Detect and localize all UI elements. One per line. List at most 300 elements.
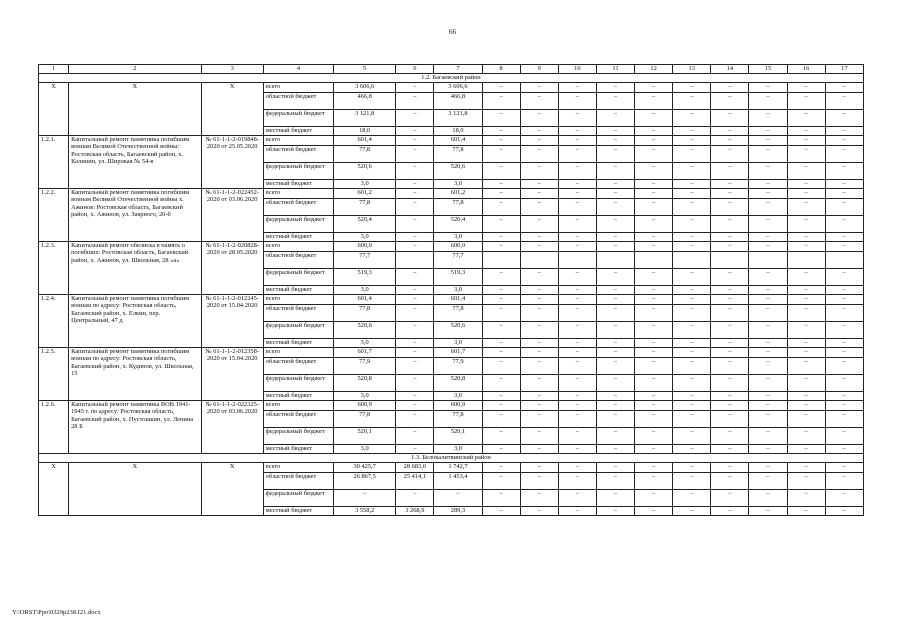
funding-source: федеральный бюджет	[263, 427, 333, 444]
amount-value: –	[558, 145, 596, 162]
amount-value: –	[711, 506, 749, 516]
amount-value: 3,0	[334, 391, 396, 401]
amount-value: –	[520, 92, 558, 109]
funding-source: местный бюджет	[263, 232, 333, 242]
amount-value: 77,8	[434, 145, 482, 162]
amount-value: –	[635, 179, 673, 189]
amount-value: –	[482, 410, 520, 427]
amount-value: –	[596, 92, 634, 109]
amount-value: –	[749, 198, 787, 215]
amount-value: 77,9	[434, 357, 482, 374]
amount-value: –	[635, 357, 673, 374]
amount-value: –	[635, 295, 673, 305]
amount-value: –	[482, 427, 520, 444]
amount-value: –	[749, 109, 787, 126]
amount-value: –	[482, 242, 520, 252]
section-title-row	[39, 74, 864, 83]
funding-source: федеральный бюджет	[263, 489, 333, 506]
funding-source: федеральный бюджет	[263, 268, 333, 285]
table-row	[39, 348, 864, 358]
amount-value: –	[825, 348, 863, 358]
amount-value: –	[558, 92, 596, 109]
amount-value: –	[711, 189, 749, 199]
amount-value: –	[520, 136, 558, 146]
amount-value: –	[558, 304, 596, 321]
amount-value: –	[596, 374, 634, 391]
amount-value: –	[596, 401, 634, 411]
amount-value: –	[396, 304, 434, 321]
amount-value	[482, 251, 520, 268]
amount-value: –	[596, 242, 634, 252]
amount-value: –	[749, 374, 787, 391]
funding-source: федеральный бюджет	[263, 109, 333, 126]
funding-source: областной бюджет	[263, 472, 333, 489]
amount-value: –	[596, 391, 634, 401]
amount-value: –	[596, 427, 634, 444]
amount-value: 601,7	[334, 348, 396, 358]
funding-source: областной бюджет	[263, 304, 333, 321]
amount-value: –	[396, 136, 434, 146]
amount-value: –	[711, 285, 749, 295]
object-name: X	[69, 83, 201, 136]
amount-value: –	[787, 304, 825, 321]
column-number: 9	[520, 65, 558, 74]
amount-value: 289,3	[434, 506, 482, 516]
funding-source: федеральный бюджет	[263, 215, 333, 232]
amount-value: –	[673, 215, 711, 232]
amount-value: –	[825, 444, 863, 454]
amount-value: 3 606,6	[334, 83, 396, 93]
amount-value: –	[673, 391, 711, 401]
amount-value: –	[749, 463, 787, 473]
amount-value: 3,0	[434, 232, 482, 242]
amount-value: –	[558, 242, 596, 252]
amount-value: –	[596, 232, 634, 242]
amount-value: –	[396, 444, 434, 454]
amount-value: –	[825, 357, 863, 374]
amount-value: –	[635, 401, 673, 411]
item-number: 1.2.1.	[39, 136, 69, 189]
amount-value: –	[635, 136, 673, 146]
amount-value: 601,4	[434, 136, 482, 146]
amount-value: 28 683,0	[396, 463, 434, 473]
amount-value: –	[558, 391, 596, 401]
amount-value: –	[711, 348, 749, 358]
amount-value: 520,8	[434, 374, 482, 391]
amount-value: 520,6	[434, 321, 482, 338]
expertise-document: № 61-1-1-2-012245-2020 от 15.04.2020	[201, 295, 263, 348]
amount-value: 25 414,1	[396, 472, 434, 489]
amount-value: –	[482, 126, 520, 136]
amount-value: –	[787, 338, 825, 348]
amount-value: –	[825, 506, 863, 516]
amount-value: –	[596, 444, 634, 454]
amount-value: –	[396, 83, 434, 93]
table-row	[39, 463, 864, 473]
amount-value: –	[558, 109, 596, 126]
amount-value: –	[596, 109, 634, 126]
amount-value: –	[520, 410, 558, 427]
amount-value: –	[520, 268, 558, 285]
amount-value: 520,8	[334, 374, 396, 391]
amount-value: –	[396, 401, 434, 411]
amount-value: –	[711, 472, 749, 489]
amount-value: –	[635, 83, 673, 93]
amount-value: –	[673, 304, 711, 321]
expertise-document: № 61-1-1-2-020828-2020 от 28.05.2020	[201, 242, 263, 295]
funding-source: всего	[263, 348, 333, 358]
amount-value: –	[558, 444, 596, 454]
funding-source: федеральный бюджет	[263, 321, 333, 338]
amount-value: 601,2	[434, 189, 482, 199]
amount-value: –	[673, 92, 711, 109]
amount-value: –	[787, 401, 825, 411]
amount-value: –	[673, 321, 711, 338]
amount-value: –	[749, 285, 787, 295]
amount-value: –	[635, 215, 673, 232]
amount-value: –	[673, 506, 711, 516]
amount-value: 3 121,8	[434, 109, 482, 126]
object-name: X	[69, 463, 201, 516]
amount-value: –	[396, 357, 434, 374]
amount-value	[673, 251, 711, 268]
amount-value	[596, 251, 634, 268]
amount-value: –	[673, 198, 711, 215]
expertise-document: № 61-1-1-2-019848-2020 от 25.05.2020	[201, 136, 263, 189]
amount-value: 519,3	[334, 268, 396, 285]
amount-value: –	[749, 189, 787, 199]
amount-value: –	[749, 242, 787, 252]
amount-value: –	[711, 444, 749, 454]
amount-value: –	[396, 179, 434, 189]
amount-value: –	[396, 285, 434, 295]
amount-value: 1 742,7	[434, 463, 482, 473]
amount-value: –	[635, 391, 673, 401]
amount-value: –	[482, 391, 520, 401]
amount-value: –	[711, 338, 749, 348]
amount-value: –	[711, 374, 749, 391]
amount-value: –	[596, 506, 634, 516]
amount-value: –	[749, 348, 787, 358]
amount-value: –	[520, 198, 558, 215]
amount-value: –	[482, 145, 520, 162]
amount-value: –	[749, 92, 787, 109]
table-row	[39, 136, 864, 146]
amount-value: –	[520, 232, 558, 242]
amount-value: –	[635, 321, 673, 338]
amount-value: –	[825, 410, 863, 427]
object-name: Капитальный ремонт памятника погибшим воинам Великой Отечественной войны: Ростовская область, Багаевский район, х. Калинин, ул. Широкая № 54-в	[69, 136, 201, 189]
item-number: 1.2.6.	[39, 401, 69, 454]
amount-value: –	[635, 348, 673, 358]
object-name: Капитальный ремонт обелиска в память о погибших: Ростовская область, Багаевский район, х. Ажинов, ул. Школьная, 28 «а»	[69, 242, 201, 295]
amount-value: –	[635, 145, 673, 162]
amount-value: –	[673, 162, 711, 179]
amount-value: –	[596, 321, 634, 338]
amount-value: –	[787, 348, 825, 358]
amount-value: –	[482, 401, 520, 411]
amount-value: –	[825, 321, 863, 338]
amount-value: –	[482, 472, 520, 489]
amount-value: –	[635, 304, 673, 321]
amount-value: –	[558, 162, 596, 179]
column-number: 6	[396, 65, 434, 74]
item-number: 1.2.3.	[39, 242, 69, 295]
amount-value: –	[749, 126, 787, 136]
amount-value: –	[749, 472, 787, 489]
amount-value: –	[787, 198, 825, 215]
amount-value: –	[396, 232, 434, 242]
column-number: 16	[787, 65, 825, 74]
amount-value: –	[711, 136, 749, 146]
amount-value: –	[673, 338, 711, 348]
amount-value: –	[787, 215, 825, 232]
amount-value: –	[482, 321, 520, 338]
amount-value: –	[825, 198, 863, 215]
amount-value: –	[787, 109, 825, 126]
amount-value: –	[482, 348, 520, 358]
amount-value: 601,4	[334, 295, 396, 305]
amount-value: –	[482, 489, 520, 506]
amount-value: –	[558, 189, 596, 199]
amount-value: –	[596, 83, 634, 93]
amount-value: 600,0	[434, 242, 482, 252]
table-row	[39, 401, 864, 411]
amount-value: –	[482, 444, 520, 454]
amount-value: –	[787, 357, 825, 374]
amount-value: –	[635, 427, 673, 444]
amount-value: –	[787, 285, 825, 295]
amount-value: –	[711, 126, 749, 136]
amount-value: –	[482, 232, 520, 242]
amount-value: –	[749, 232, 787, 242]
amount-value: –	[520, 162, 558, 179]
amount-value: –	[825, 126, 863, 136]
amount-value: –	[482, 338, 520, 348]
amount-value: –	[787, 391, 825, 401]
amount-value: 77,8	[434, 410, 482, 427]
amount-value: –	[558, 374, 596, 391]
amount-value: –	[825, 242, 863, 252]
amount-value: –	[558, 463, 596, 473]
amount-value: –	[787, 145, 825, 162]
amount-value: –	[558, 338, 596, 348]
amount-value: 3,0	[334, 444, 396, 454]
amount-value: –	[711, 391, 749, 401]
amount-value: 466,8	[334, 92, 396, 109]
amount-value: –	[396, 162, 434, 179]
amount-value: –	[749, 489, 787, 506]
amount-value: –	[558, 268, 596, 285]
object-name: Капитальный ремонт памятника погибшим воинам Великой Отечественной войны х. Ажинов: Ростовская область, Багаевский район, х. Ажинов, ул. Заярного, 20-б	[69, 189, 201, 242]
amount-value: –	[520, 506, 558, 516]
expertise-document: № 61-1-1-2-012358-2020 от 15.04.2020	[201, 348, 263, 401]
amount-value: –	[520, 83, 558, 93]
amount-value: 77,8	[334, 145, 396, 162]
funding-source: областной бюджет	[263, 357, 333, 374]
amount-value: –	[787, 410, 825, 427]
amount-value: –	[673, 109, 711, 126]
expertise-document: X	[201, 83, 263, 136]
amount-value: –	[635, 489, 673, 506]
amount-value: –	[711, 268, 749, 285]
amount-value: –	[711, 215, 749, 232]
amount-value: –	[558, 295, 596, 305]
amount-value: –	[749, 444, 787, 454]
amount-value: –	[825, 463, 863, 473]
amount-value: –	[520, 401, 558, 411]
amount-value: –	[673, 374, 711, 391]
amount-value: –	[596, 179, 634, 189]
column-number: 13	[673, 65, 711, 74]
amount-value: –	[396, 189, 434, 199]
amount-value: –	[558, 506, 596, 516]
amount-value	[787, 251, 825, 268]
amount-value: –	[711, 162, 749, 179]
column-number: 10	[558, 65, 596, 74]
amount-value: –	[673, 189, 711, 199]
amount-value: –	[825, 268, 863, 285]
amount-value: –	[825, 145, 863, 162]
amount-value	[825, 251, 863, 268]
amount-value: 77,8	[334, 198, 396, 215]
amount-value: –	[711, 357, 749, 374]
section-title-row	[39, 454, 864, 463]
funding-source: всего	[263, 83, 333, 93]
amount-value: –	[673, 410, 711, 427]
amount-value: –	[749, 427, 787, 444]
amount-value: –	[396, 92, 434, 109]
amount-value: –	[825, 83, 863, 93]
amount-value: 18,0	[334, 126, 396, 136]
amount-value: 77,8	[434, 304, 482, 321]
amount-value: 3,0	[334, 179, 396, 189]
amount-value: –	[673, 136, 711, 146]
amount-value: –	[520, 126, 558, 136]
column-number: 12	[635, 65, 673, 74]
amount-value: –	[711, 232, 749, 242]
amount-value: –	[520, 321, 558, 338]
amount-value: –	[520, 463, 558, 473]
funding-source: областной бюджет	[263, 198, 333, 215]
funding-source: федеральный бюджет	[263, 162, 333, 179]
column-number: 5	[334, 65, 396, 74]
object-name: Капитальный ремонт памятника ВОВ 1941-1945 г. по адресу: Ростовская область, Багаевский район, х. Пустошкин, ул. Ленина 28 Б	[69, 401, 201, 454]
item-number: 1.2.4.	[39, 295, 69, 348]
amount-value: 601,4	[334, 136, 396, 146]
amount-value: –	[558, 472, 596, 489]
amount-value: –	[787, 189, 825, 199]
amount-value: –	[520, 285, 558, 295]
amount-value: –	[787, 136, 825, 146]
amount-value: –	[635, 198, 673, 215]
amount-value	[749, 251, 787, 268]
amount-value: –	[596, 126, 634, 136]
amount-value: –	[520, 189, 558, 199]
amount-value: 3,0	[434, 391, 482, 401]
amount-value: –	[596, 198, 634, 215]
amount-value: 3,0	[434, 179, 482, 189]
amount-value: –	[711, 427, 749, 444]
amount-value: –	[558, 198, 596, 215]
funding-source: местный бюджет	[263, 444, 333, 454]
amount-value: 3 121,8	[334, 109, 396, 126]
amount-value: –	[787, 472, 825, 489]
amount-value: 18,0	[434, 126, 482, 136]
amount-value: 3,0	[334, 232, 396, 242]
amount-value: –	[787, 126, 825, 136]
amount-value: –	[825, 295, 863, 305]
funding-source: всего	[263, 242, 333, 252]
amount-value: –	[787, 374, 825, 391]
amount-value: 520,4	[434, 215, 482, 232]
amount-value: –	[396, 374, 434, 391]
amount-value: –	[396, 268, 434, 285]
amount-value: –	[825, 179, 863, 189]
amount-value: –	[673, 348, 711, 358]
amount-value: –	[825, 374, 863, 391]
funding-source: всего	[263, 136, 333, 146]
amount-value: 30 425,7	[334, 463, 396, 473]
page-number: 66	[449, 28, 456, 36]
amount-value: –	[520, 338, 558, 348]
amount-value: –	[711, 401, 749, 411]
amount-value: –	[787, 427, 825, 444]
amount-value: –	[635, 242, 673, 252]
amount-value: –	[396, 321, 434, 338]
amount-value: 601,4	[434, 295, 482, 305]
amount-value: 520,6	[334, 321, 396, 338]
amount-value: –	[673, 242, 711, 252]
amount-value: –	[558, 401, 596, 411]
amount-value: –	[520, 348, 558, 358]
amount-value: –	[558, 83, 596, 93]
amount-value: –	[749, 162, 787, 179]
amount-value: 520,4	[334, 215, 396, 232]
amount-value: –	[558, 215, 596, 232]
amount-value: –	[596, 268, 634, 285]
amount-value: –	[520, 304, 558, 321]
amount-value: 3,0	[434, 444, 482, 454]
amount-value: –	[558, 427, 596, 444]
amount-value: –	[749, 321, 787, 338]
object-name: Капитальный ремонт памятника погибшим воинам по адресу: Ростовская область, Багаевский район, х. Кудинов, ул. Школьная, 15	[69, 348, 201, 401]
amount-value: –	[396, 145, 434, 162]
amount-value: –	[787, 321, 825, 338]
amount-value: –	[520, 391, 558, 401]
column-number: 1	[39, 65, 69, 74]
amount-value: 77,8	[334, 304, 396, 321]
amount-value: 3,0	[434, 285, 482, 295]
amount-value: –	[635, 162, 673, 179]
amount-value: –	[596, 285, 634, 295]
amount-value: –	[520, 489, 558, 506]
amount-value: –	[749, 215, 787, 232]
column-number: 14	[711, 65, 749, 74]
amount-value: –	[596, 472, 634, 489]
amount-value: –	[673, 83, 711, 93]
amount-value: –	[825, 285, 863, 295]
column-number: 7	[434, 65, 482, 74]
amount-value: –	[825, 189, 863, 199]
funding-source: местный бюджет	[263, 126, 333, 136]
amount-value: –	[635, 285, 673, 295]
amount-value: –	[520, 357, 558, 374]
object-name: Капитальный ремонт памятника погибшим воинам по адресу: Ростовская область, Багаевский район, х. Елкин, пер. Центральный, 47 д	[69, 295, 201, 348]
amount-value: –	[749, 391, 787, 401]
amount-value: –	[673, 285, 711, 295]
amount-value: –	[787, 463, 825, 473]
